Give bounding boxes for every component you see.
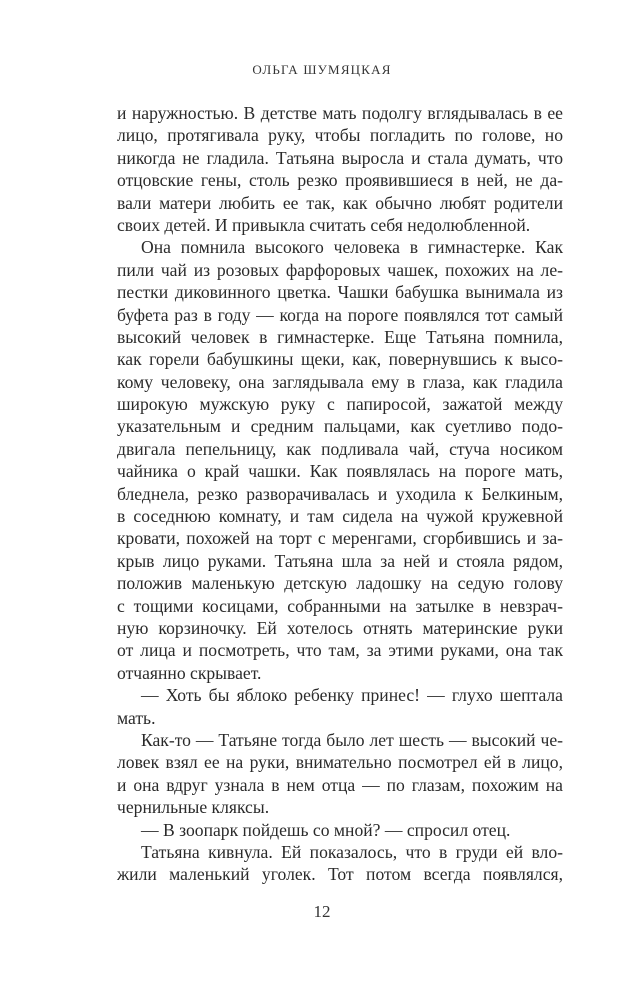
- text-line: Татьяна кивнула. Ей показалось, что в груди ей вло-: [141, 841, 563, 862]
- text-line: — Хоть бы яблоко ребенку принес! — глухо шептала: [141, 685, 563, 706]
- paragraph: [117, 819, 563, 841]
- text-line: отчаянно скрывает.: [117, 662, 262, 683]
- text-line: ную корзиночку. Ей хотелось отнять материнские руки: [117, 617, 563, 638]
- page-number: 12: [313, 902, 331, 921]
- text-line: своих детей. И привыкла считать себя недолюбленной.: [117, 214, 531, 235]
- paragraph: [117, 684, 563, 729]
- text-line: крыв лицо руками. Татьяна шла за ней и стояла рядом,: [117, 550, 563, 571]
- text-line: и она вдруг узнала в нем отца — по глазам, похожим на: [117, 774, 563, 795]
- text-line: лицо, протягивала руку, чтобы погладить по голове, но: [117, 125, 563, 146]
- text-line: вали матери любить ее так, как обычно любят родители: [117, 192, 563, 213]
- text-line: кому человеку, она заглядывала ему в глаза, как гладила: [117, 371, 563, 392]
- text-line: положив маленькую детскую ладошку на седую голову: [117, 573, 563, 594]
- text-line: Она помнила высокого человека в гимнастерке. Как: [141, 237, 563, 258]
- text-line: двигала пепельницу, как подливала чай, стуча носиком: [117, 438, 563, 459]
- running-header-author: ОЛЬГА ШУМЯЦКАЯ: [252, 62, 392, 77]
- paragraph: [117, 236, 563, 684]
- text-line: высокий человек в гимнастерке. Еще Татьяна помнила,: [117, 326, 563, 347]
- text-line: пестки диковинного цветка. Чашки бабушка вынимала из: [117, 282, 563, 303]
- text-line: как горели бабушкины щеки, как, повернувшись к высо-: [117, 349, 563, 370]
- text-line: чайника о край чашки. Как появлялась на пороге мать,: [117, 461, 563, 482]
- text-line: пили чай из розовых фарфоровых чашек, похожих на ле-: [117, 259, 563, 280]
- text-line: никогда не гладила. Татьяна выросла и стала думать, что: [117, 147, 563, 168]
- text-line: от лица и посмотреть, что там, за этими руками, она так: [117, 640, 563, 661]
- text-line: мать.: [117, 707, 156, 728]
- text-line: бледнела, резко разворачивалась и уходила к Белкиным,: [117, 483, 563, 504]
- text-line: указательным и средним пальцами, как суетливо подо-: [117, 416, 563, 437]
- text-line: в соседнюю комнату, и там сидела на чужой кружевной: [117, 506, 563, 527]
- paragraph: [117, 729, 563, 819]
- text-line: буфета раз в году — когда на пороге появлялся тот самый: [117, 304, 563, 325]
- text-line: жили маленький уголек. Тот потом всегда появлялся,: [117, 864, 563, 885]
- text-line: чернильные кляксы.: [117, 797, 270, 818]
- paragraph: [117, 841, 563, 886]
- text-line: отцовские гены, столь резко проявившиеся в ней, не да-: [117, 170, 563, 191]
- body-text: [117, 102, 563, 886]
- paragraph: [117, 102, 563, 236]
- text-line: с тощими косицами, собранными на затылке в невзрач-: [117, 595, 563, 616]
- text-line: ловек взял ее на руки, внимательно посмотрел ей в лицо,: [117, 752, 563, 773]
- text-line: широкую мужскую руку с папиросой, зажатой между: [117, 394, 563, 415]
- text-line: Как-то — Татьяне тогда было лет шесть — высокий че-: [141, 729, 563, 750]
- text-line: — В зоопарк пойдешь со мной? — спросил отец.: [141, 819, 511, 840]
- text-line: и наружностью. В детстве мать подолгу вглядывалась в ее: [117, 103, 563, 123]
- text-line: кровати, похожей на торт с меренгами, сгорбившись и за-: [117, 528, 563, 549]
